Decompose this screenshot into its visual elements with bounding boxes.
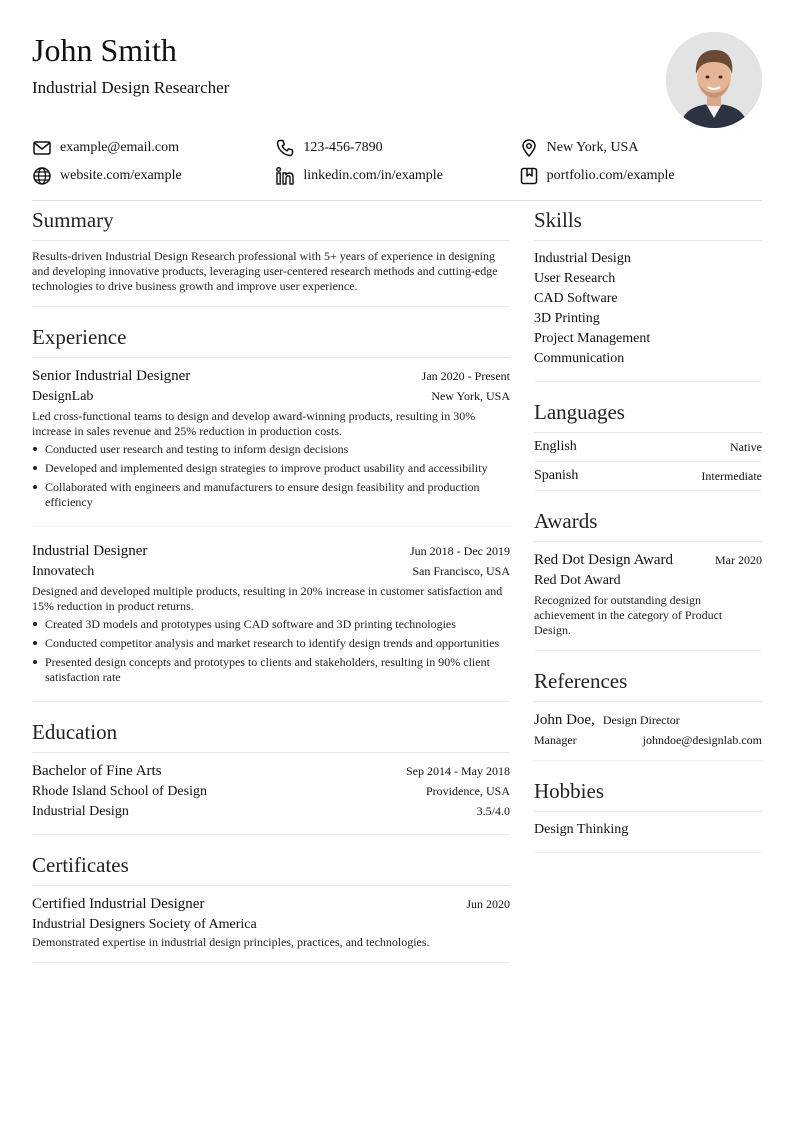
certificate-description: Demonstrated expertise in industrial design principles, practices, and technologies. [32, 935, 430, 949]
section-heading: Skills [534, 206, 762, 241]
job-title: Industrial Designer [32, 543, 148, 559]
list-item: CAD Software [534, 291, 618, 306]
language-name: Spanish [534, 468, 579, 483]
list-item: Design Thinking [534, 822, 629, 837]
list-item: Project Management [534, 331, 651, 346]
section-heading: References [534, 667, 762, 702]
list-item: Presented design concepts and prototypes to clients and stakeholders, resulting in 90% client satisfaction rate [45, 655, 510, 685]
experience-section [32, 323, 510, 702]
contact-linkedin[interactable] [275, 166, 518, 186]
education-date: Sep 2014 - May 2018 [406, 764, 510, 778]
left-column [32, 206, 510, 979]
hobbies-section [534, 777, 762, 853]
language-level: Intermediate [701, 468, 762, 483]
job-date: Jun 2018 - Dec 2019 [410, 544, 510, 558]
contact-website[interactable] [32, 166, 275, 186]
list-item: Conducted competitor analysis and market research to identify design trends and opportunities [45, 636, 510, 651]
contact-location [519, 138, 762, 158]
section-heading: Summary [32, 206, 510, 241]
contact-row [32, 134, 762, 162]
school-location: Providence, USA [426, 784, 510, 798]
award-description: Recognized for outstanding design achievement in the category of Product Design. [534, 593, 723, 637]
reference-email[interactable]: johndoe@designlab.com [642, 733, 762, 747]
section-heading: Experience [32, 323, 510, 358]
education-section [32, 718, 510, 835]
hobbies-list [534, 818, 762, 852]
profile-photo [666, 32, 762, 128]
location-text: New York, USA [546, 140, 639, 155]
list-item: Industrial Design [534, 251, 631, 266]
summary-section [32, 206, 510, 307]
award-title: Red Dot Design Award [534, 552, 674, 568]
job-description: Led cross-functional teams to design and develop award-winning products, resulting in 30% increase in sales revenue and 25% reduction in production costs. [32, 409, 476, 438]
list-item: 3D Printing [534, 311, 600, 326]
references-section [534, 667, 762, 761]
job-description: Designed and developed multiple products, resulting in 20% increase in customer satisfaction and 15% reduction in product returns. [32, 584, 503, 613]
list-item: User Research [534, 271, 616, 286]
contact-email[interactable] [32, 138, 275, 158]
portfolio-text: portfolio.com/example [546, 168, 675, 183]
globe-icon [32, 166, 52, 186]
language-name: English [534, 439, 577, 454]
mail-icon [32, 138, 52, 158]
header-divider [32, 200, 762, 201]
experience-entry [32, 539, 510, 702]
reference-relation: Manager [534, 733, 577, 747]
list-item: Created 3D models and prototypes using CAD software and 3D printing technologies [45, 617, 510, 632]
contact-portfolio[interactable] [519, 166, 762, 186]
job-date: Jan 2020 - Present [421, 369, 510, 383]
website-text: website.com/example [60, 168, 182, 183]
list-item: Conducted user research and testing to inform design decisions [45, 442, 510, 457]
job-location: San Francisco, USA [412, 564, 510, 578]
phone-text: 123-456-7890 [303, 140, 383, 155]
languages-section [534, 398, 762, 491]
language-level: Native [730, 439, 762, 454]
field-of-study: Industrial Design [32, 804, 129, 819]
email-text: example@email.com [60, 140, 180, 155]
section-heading: Hobbies [534, 777, 762, 812]
portfolio-bookmark-icon [519, 166, 539, 186]
gpa: 3.5/4.0 [476, 804, 510, 818]
contact-row [32, 162, 762, 190]
reference-role: Design Director [602, 713, 680, 727]
job-bullets [32, 442, 510, 510]
list-item [534, 433, 762, 462]
section-heading: Awards [534, 507, 762, 542]
phone-icon [275, 138, 295, 158]
list-item: Communication [534, 351, 625, 366]
certificate-issuer: Industrial Designers Society of America [32, 917, 257, 932]
location-pin-icon [519, 138, 539, 158]
candidate-name: John Smith [32, 32, 177, 68]
award-date: Mar 2020 [715, 553, 762, 567]
contact-phone[interactable] [275, 138, 518, 158]
award-issuer: Red Dot Award [534, 573, 621, 588]
degree-name: Bachelor of Fine Arts [32, 763, 162, 779]
reference-name: John Doe, [534, 712, 595, 728]
section-heading: Certificates [32, 851, 510, 886]
avatar-portrait-icon [666, 32, 762, 128]
certificate-date: Jun 2020 [466, 897, 510, 911]
contact-info [32, 134, 762, 190]
right-column [534, 206, 762, 869]
certificates-section [32, 851, 510, 963]
list-item: Developed and implemented design strategies to improve product usability and accessibility [45, 461, 510, 476]
section-heading: Languages [534, 398, 762, 433]
education-entry [32, 759, 510, 834]
linkedin-text: linkedin.com/in/example [303, 168, 443, 183]
company-name: Innovatech [32, 564, 95, 579]
award-entry [534, 548, 762, 650]
school-name: Rhode Island School of Design [32, 784, 207, 799]
company-name: DesignLab [32, 389, 94, 404]
awards-section [534, 507, 762, 651]
skills-list [534, 247, 762, 381]
skills-section [534, 206, 762, 382]
job-title: Senior Industrial Designer [32, 368, 191, 384]
summary-text: Results-driven Industrial Design Research professional with 5+ years of experience in designing and developing innovative products, leveraging user-centered research methods and cutting-edge technologies to drive business growth and improve user experience. [32, 249, 498, 293]
reference-entry [534, 708, 762, 760]
section-heading: Education [32, 718, 510, 753]
job-location: New York, USA [431, 389, 510, 403]
experience-entry [32, 364, 510, 527]
certificate-entry [32, 892, 510, 962]
certificate-title: Certified Industrial Designer [32, 896, 205, 912]
list-item [534, 462, 762, 491]
list-item: Collaborated with engineers and manufacturers to ensure design feasibility and production efficiency [45, 480, 510, 510]
job-bullets [32, 617, 510, 685]
linkedin-icon [275, 166, 295, 186]
candidate-title: Industrial Design Researcher [32, 78, 230, 97]
